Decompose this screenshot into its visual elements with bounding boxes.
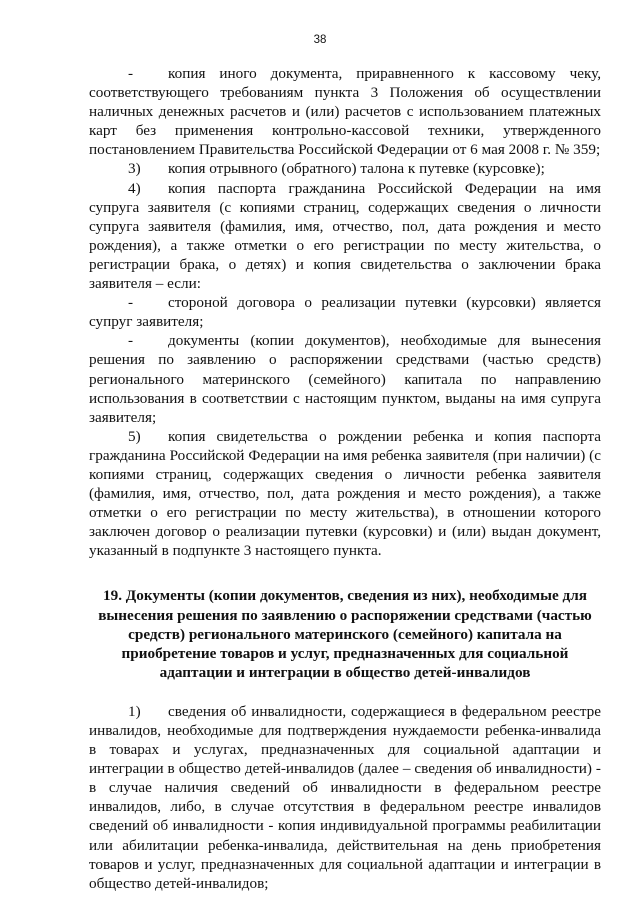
list-item-text: стороной договора о реализации путевки (курсовки) является супруг заявителя; [89,294,601,331]
list-item [89,179,601,294]
list-item [89,331,601,426]
list-marker: - [128,65,134,82]
list-item-text: документы (копии документов), необходимые для вынесения решения по заявлению о распоряжении средствами (частью средств) регионального материнского (семейного) капитала по направлению использования в соответствии с настоящим пунктом, выданы на имя супруга заявителя; [89,332,601,426]
section-list [89,702,601,893]
list-marker: 4) [128,179,141,197]
list-item-text: копия свидетельства о рождении ребенка и копия паспорта гражданина Российской Федерации на имя ребенка заявителя (при наличии) (с копиями страниц, содержащих сведения о личности ребенка заявителя (фамилия, имя, отчество, пол, дата рождения и место рождения), а также отметки о его регистрации по месту жительства), в отношении которого заключен договор о реализации путевки (курсовки) и (или) выдан документ, указанный в подпункте 3 настоящего пункта. [89,427,601,560]
list-item [89,427,601,561]
list-item [89,293,601,331]
list-item-text: копия отрывного (обратного) талона к путевке (курсовке); [168,160,545,178]
list-item [89,159,601,178]
list-marker: 5) [128,427,141,445]
section-heading: 19. Документы (копии документов, сведения из них), необходимые для вынесения решения по заявлению о распоряжении средствами (частью средств) регионального материнского (семейного) капитала на приобретение товаров и услуг, предназначенных для социальной адаптации и интеграции в общество детей-инвалидов [98,587,592,681]
page-body [89,64,601,893]
list-marker: - [128,332,134,350]
page-number: 38 [313,34,327,46]
list-item [89,64,601,159]
list-item-text: копия иного документа, приравненного к кассовому чеку, соответствующего требованиям пункта 3 Положения об осуществлении наличных денежных расчетов и (или) расчетов с использованием платежных карт без применения контрольно-кассовой техники, утвержденного постановлением Правительства Российской Федерации от 6 мая 2008 г. № 359; [89,65,601,159]
list-marker: 1) [128,702,141,720]
list-item [89,702,601,893]
list-marker: - [128,294,134,312]
list-item-text: копия паспорта гражданина Российской Федерации на имя супруга заявителя (с копиями страниц, содержащих сведения о личности супруга заявителя (фамилия, имя, отчество, пол, дата рождения и место рождения), а также отметки о его регистрации по месту жительства, о регистрации брака, о детях) и копия свидетельства о заключении брака заявителя – если: [89,179,601,293]
list-marker: 3) [128,160,141,178]
list-item-text: сведения об инвалидности, содержащиеся в федеральном реестре инвалидов, необходимые для подтверждения нуждаемости ребенка-инвалида в товарах и услугах, предназначенных для социальной адаптации и интеграции в общество детей-инвалидов (далее – сведения об инвалидности) - в случае наличия сведений об инвалидности в федеральном реестре инвалидов, либо, в случае отсутствия в федеральном реестре инвалидов сведений об инвалидности - копия индивидуальной программы реабилитации или абилитации ребенка-инвалида, действительная на день приобретения товаров и услуг, предназначенных для социальной адаптации и интеграции в общество детей-инвалидов; [89,702,601,892]
